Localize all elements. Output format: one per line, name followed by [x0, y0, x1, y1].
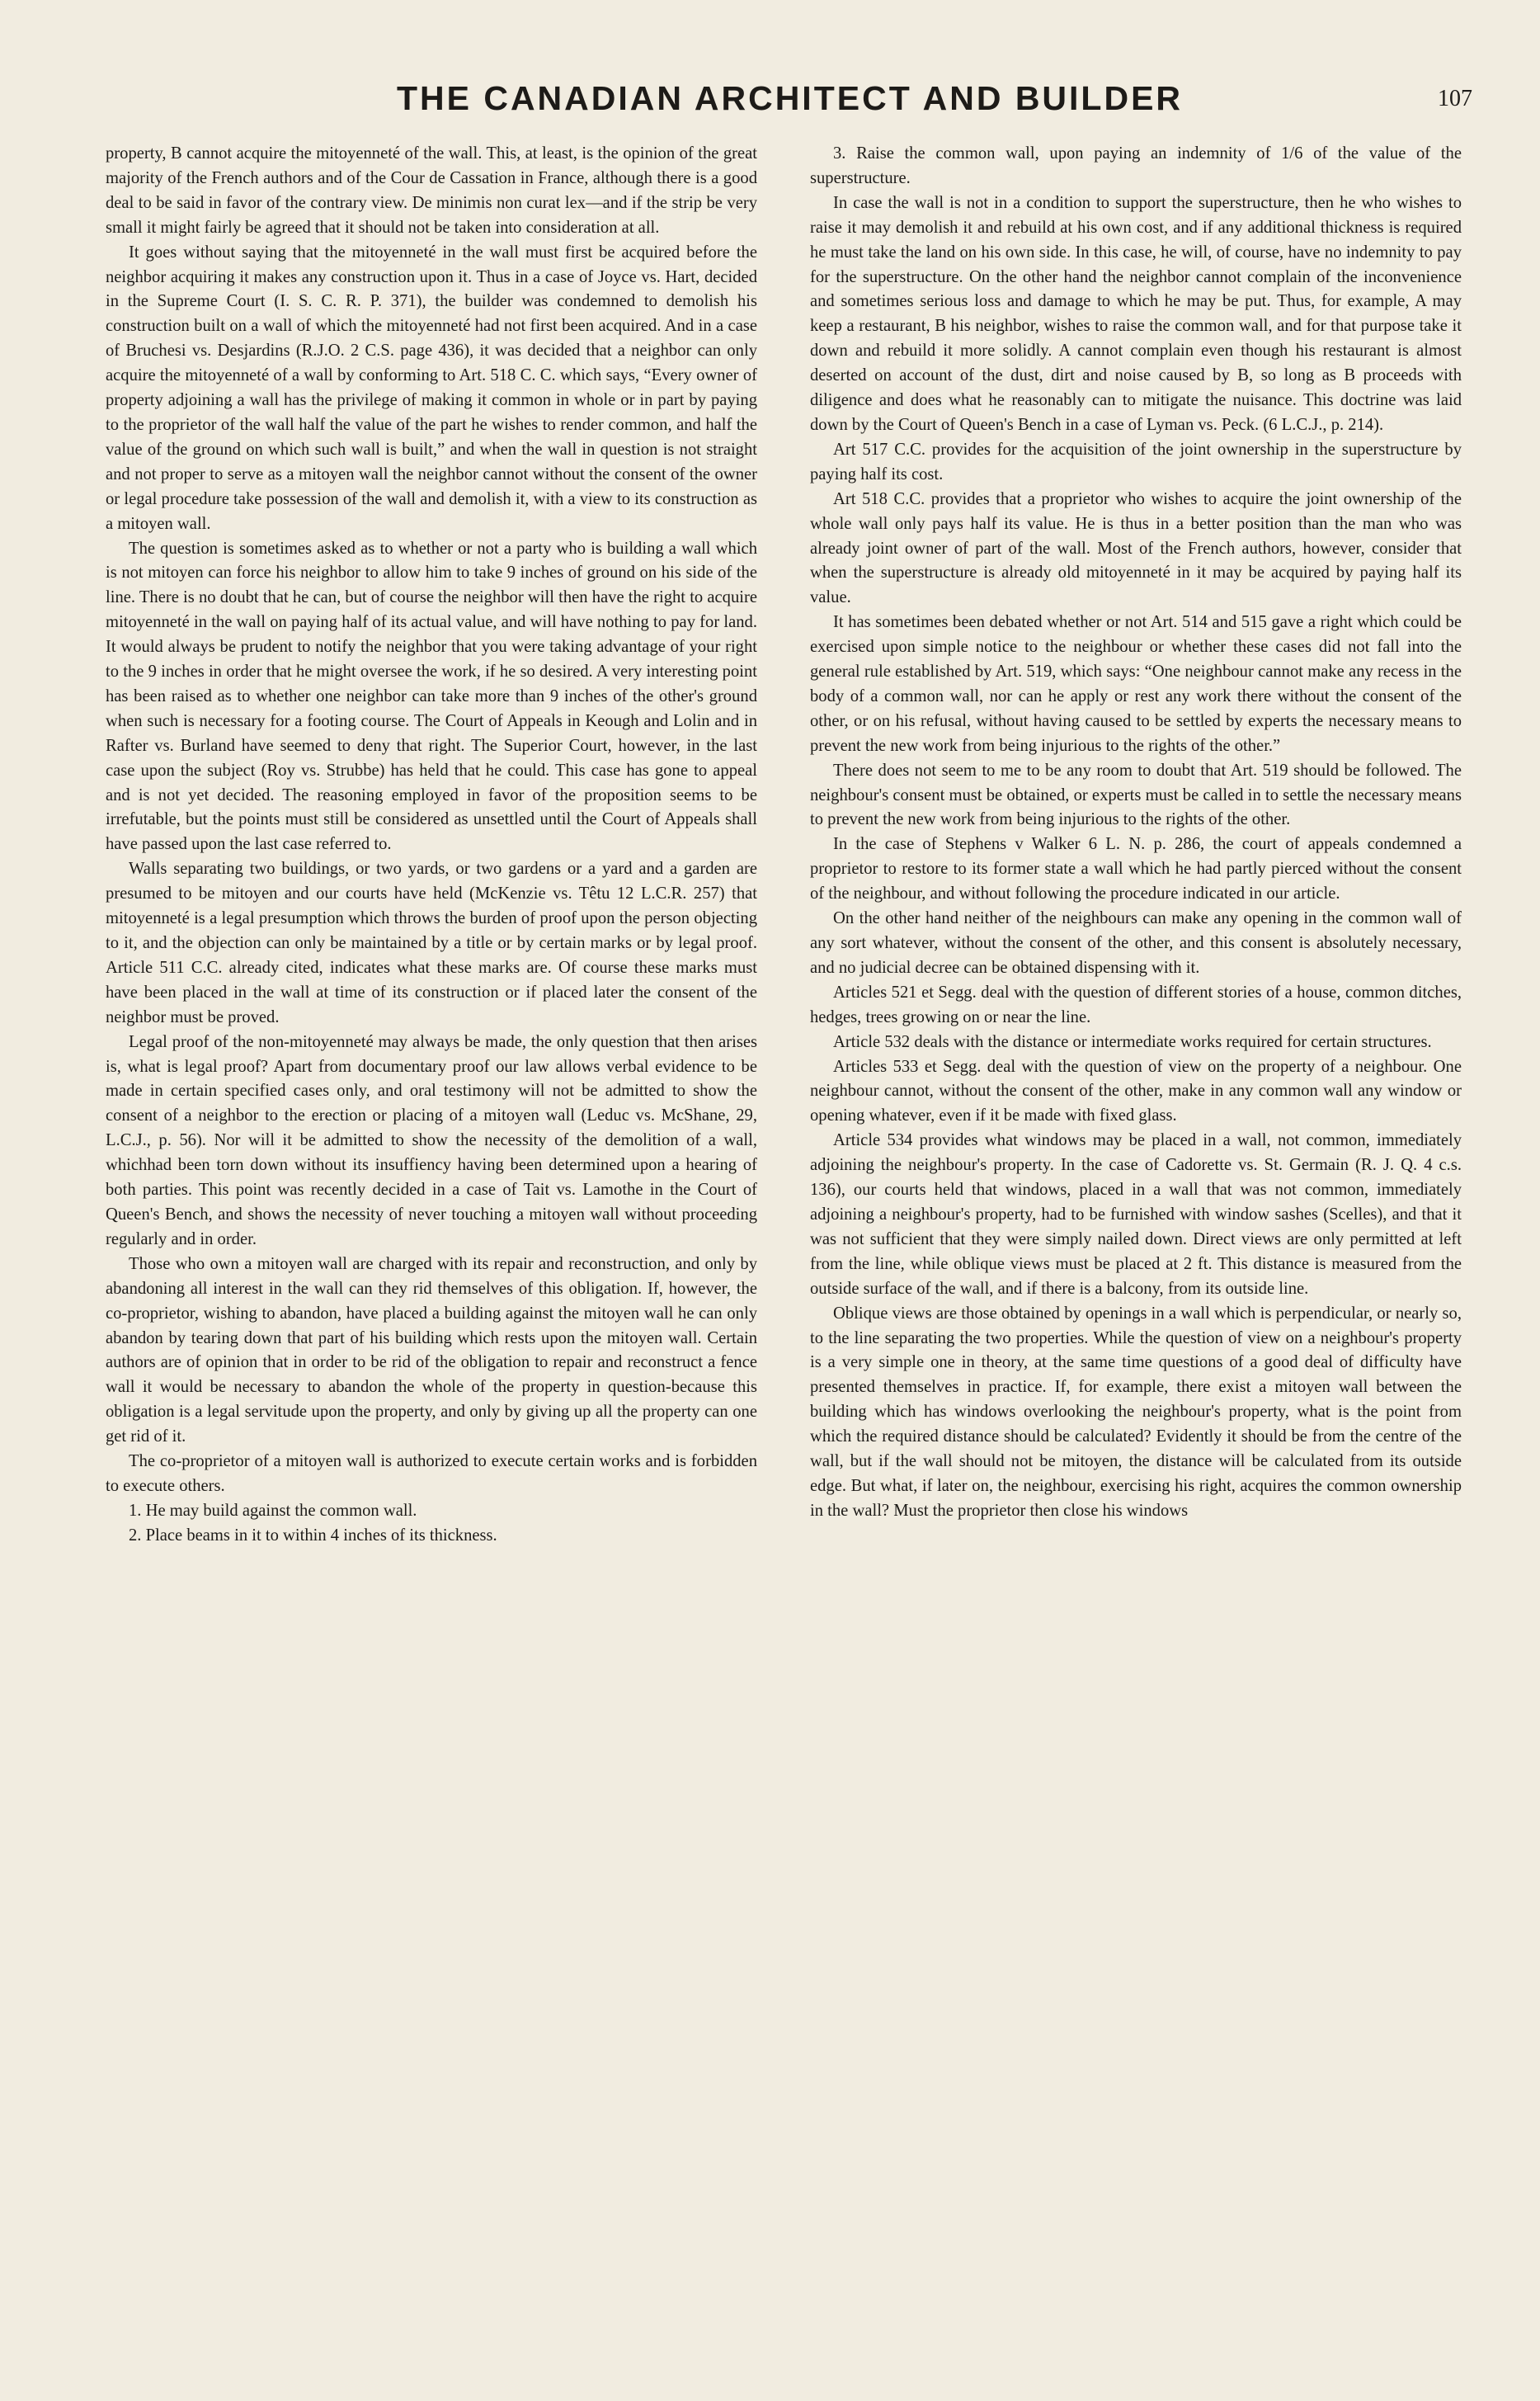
paragraph: There does not seem to me to be any room to doubt that Art. 519 should be followed. The neighbour's consent must be obtained, or experts must be called in to settle the necessary means to prevent the new work from being injurious to the rights of the other. — [810, 761, 1462, 829]
journal-title: THE CANADIAN ARCHITECT AND BUILDER — [396, 79, 1184, 117]
paragraph: It goes without saying that the mitoyenneté in the wall must first be acquired before the neighbor acquiring it makes any construction upon it. Thus in a case of Joyce vs. Hart, decided in the Supreme Court (I. S. C. R. P. 371), the builder was condemned to demolish his construction built on a wall of which the mitoyenneté had not first been acquired. And in a case of Bruchesi vs. Desjardins (R.J.O. 2 C.S. page 436), it was decided that a neighbor can only acquire the mitoyenneté of a wall by conforming to Art. 518 C. C. which says, “Every owner of property adjoining a wall has the privilege of making it common in whole or in part by paying to the proprietor of the wall half the value of the part he wishes to render common, and half the value of the ground on which such wall is built,” and when the wall in question is not straight and not proper to serve as a mitoyen wall the neighbor cannot without the consent of the owner or legal procedure take possession of the wall and demolish it, with a view to its construction as a mitoyen wall. — [106, 243, 757, 533]
page-number: 107 — [1438, 86, 1472, 111]
right-column — [810, 142, 1462, 1524]
paragraph: Walls separating two buildings, or two yards, or two gardens or a yard and a garden are presumed to be mitoyen and our courts have held (McKenzie vs. Têtu 12 L.C.R. 257) that mitoyenneté is a legal presumption which throws the burden of proof upon the person objecting to it, and the objection can only be maintained by a title or by certain marks or by legal proof. Article 511 C.C. already cited, indicates what these marks are. Of course these marks must have been placed in the wall at time of its construction or if placed later the consent of the neighbor must be proved. — [106, 860, 757, 1026]
paragraph: In case the wall is not in a condition to support the superstructure, then he who wishes to raise it may demolish it and rebuild at his own cost, and if any additional thickness is required he must take the land on his own side. In this case, he will, of course, have no indemnity to pay for the superstructure. On the other hand the neighbor cannot complain of the inconvenience and sometimes serious loss and damage to which he may be put. Thus, for example, A may keep a restaurant, B his neighbor, wishes to raise the common wall, and for that purpose take it down and rebuild it more solidly. A cannot complain even though his restaurant is almost deserted on account of the dust, dirt and noise caused by B, so long as B proceeds with diligence and does what he reasonably can to mitigate the nuisance. This doctrine was laid down by the Court of Queen's Bench in a case of Lyman vs. Peck. (6 L.C.J., p. 214). — [810, 193, 1462, 434]
paragraph: Those who own a mitoyen wall are charged with its repair and reconstruction, and only by abandoning all interest in the wall can they rid themselves of this obligation. If, however, the co-proprietor, wishing to abandon, have placed a building against the mitoyen wall he can only abandon by tearing down that part of his building which rests upon the mitoyen wall. Certain authors are of opinion that in order to be rid of the obligation to repair and reconstruct a fence wall it would be necessary to abandon the whole of the property in question-because this obligation is a legal servitude upon the property, and only by giving up all the property can one get rid of it. — [106, 1254, 757, 1446]
paragraph: On the other hand neither of the neighbours can make any opening in the common wall of any sort whatever, without the consent of the other, and this consent is absolutely necessary, and no judicial decree can be obtained dispensing with it. — [810, 909, 1462, 977]
paragraph: Legal proof of the non-mitoyenneté may always be made, the only question that then arises is, what is legal proof? Apart from documentary proof our law allows verbal evidence to be made in certain specified cases only, and oral testimony will not be admitted to show the consent of a neighbor to the erection or placing of a mitoyen wall (Leduc vs. McShane, 29, L.C.J., p. 56). Nor will it be admitted to show the necessity of the demolition of a wall, whichhad been torn down without its insuffiency having been determined upon a hearing of both parties. This point was recently decided in a case of Tait vs. Lamothe in the Court of Queen's Bench, and shows the necessity of never touching a mitoyen wall without proceeding regularly and in order. — [106, 1032, 757, 1248]
paragraph: It has sometimes been debated whether or not Art. 514 and 515 gave a right which could be exercised upon simple notice to the neighbour or whether these cases did not fall into the general rule established by Art. 519, which says: “One neighbour cannot make any recess in the body of a common wall, nor can he apply or rest any work there without the consent of the other, or on his refusal, without having caused to be settled by experts the necessary means to prevent the new work from being injurious to the rights of the other.” — [810, 613, 1462, 755]
paragraph: Article 534 provides what windows may be placed in a wall, not common, immediately adjoining the neighbour's property. In the case of Cadorette vs. St. Germain (R. J. Q. 4 c.s. 136), our courts held that windows, placed in a wall that was not common, immediately adjoining a neighbour's property, had to be furnished with window sashes (Scelles), and that it was not sufficient that they were simply nailed down. Direct views are only permitted at left from the line, while oblique views must be placed at 2 ft. This distance is measured from the outside surface of the wall, and if there is a balcony, from its outside line. — [810, 1131, 1462, 1298]
paragraph: Article 532 deals with the distance or intermediate works required for certain structures. — [833, 1032, 1432, 1051]
paragraph: Art 518 C.C. provides that a proprietor who wishes to acquire the joint ownership of the whole wall only pays half its value. He is thus in a better position than the man who was already joint owner of part of the wall. Most of the French authors, however, consider that when the superstructure is already old mitoyenneté in it may be acquired by paying half its value. — [810, 489, 1462, 607]
paragraph: property, B cannot acquire the mitoyenneté of the wall. This, at least, is the opinion of the great majority of the French authors and of the Cour de Cassation in France, although there is a good deal to be said in favor of the contrary view. De minimis non curat lex—and if the strip be very small it might fairly be agreed that it should not be taken into consideration at all. — [106, 144, 757, 237]
list-item: 3. Raise the common wall, upon paying an indemnity of 1/6 of the value of the superstructure. — [810, 144, 1462, 187]
list-item: 2. Place beams in it to within 4 inches of its thickness. — [129, 1526, 497, 1545]
paragraph: Oblique views are those obtained by openings in a wall which is perpendicular, or nearly so, to the line separating the two properties. While the question of view on a neighbour's property is a very simple one in theory, at the same time questions of a good deal of difficulty have presented themselves in practice. If, for example, there exist a mitoyen wall between the building which has windows overlooking the neighbour's property, what is the point from which the required distance should be calculated? Evidently it should be from the centre of the wall, but if the wall should not be mitoyen, the distance will be calculated from its outside edge. But what, if later on, the neighbour, exercising his right, acquires the common ownership in the wall? Must the proprietor then close his windows — [810, 1304, 1462, 1520]
paragraph: In the case of Stephens v Walker 6 L. N. p. 286, the court of appeals condemned a proprietor to restore to its former state a wall which he had partly pierced without the consent of the neighbour, and without following the procedure indicated in our article. — [810, 835, 1462, 903]
paragraph: The co-proprietor of a mitoyen wall is authorized to execute certain works and is forbidden to execute others. — [106, 1452, 757, 1495]
paragraph: Articles 533 et Segg. deal with the question of view on the property of a neighbour. One neighbour cannot, without the consent of the other, make in any common wall any window or opening whatever, even if it be made with fixed glass. — [810, 1057, 1462, 1125]
paragraph: Art 517 C.C. provides for the acquisition of the joint ownership in the superstructure by paying half its cost. — [810, 440, 1462, 484]
paragraph: The question is sometimes asked as to whether or not a party who is building a wall which is not mitoyen can force his neighbor to allow him to take 9 inches of ground on his side of the line. There is no doubt that he can, but of course the neighbor will then have the right to acquire mitoyenneté in the wall on paying half of its actual value, and will have nothing to pay for land. It would always be prudent to notify the neighbor that you were taking advantage of your right to the 9 inches in order that he might oversee the work, if he so desired. A very interesting point has been raised as to whether one neighbor can take more than 9 inches of the other's ground when such is necessary for a footing course. The Court of Appeals in Keough and Lolin and in Rafter vs. Burland have seemed to deny that right. The Superior Court, however, in the last case upon the subject (Roy vs. Strubbe) has held that he could. This case has gone to appeal and is not yet decided. The reasoning employed in favor of the proposition seems to be irrefutable, but the points must still be considered as unsettled until the Court of Appeals shall have passed upon the last case referred to. — [106, 539, 757, 854]
paragraph: Articles 521 et Segg. deal with the question of different stories of a house, common ditches, hedges, trees growing on or near the line. — [810, 983, 1462, 1026]
list-item: 1. He may build against the common wall. — [129, 1501, 417, 1520]
left-column — [106, 142, 757, 1549]
page-header — [107, 79, 1472, 129]
